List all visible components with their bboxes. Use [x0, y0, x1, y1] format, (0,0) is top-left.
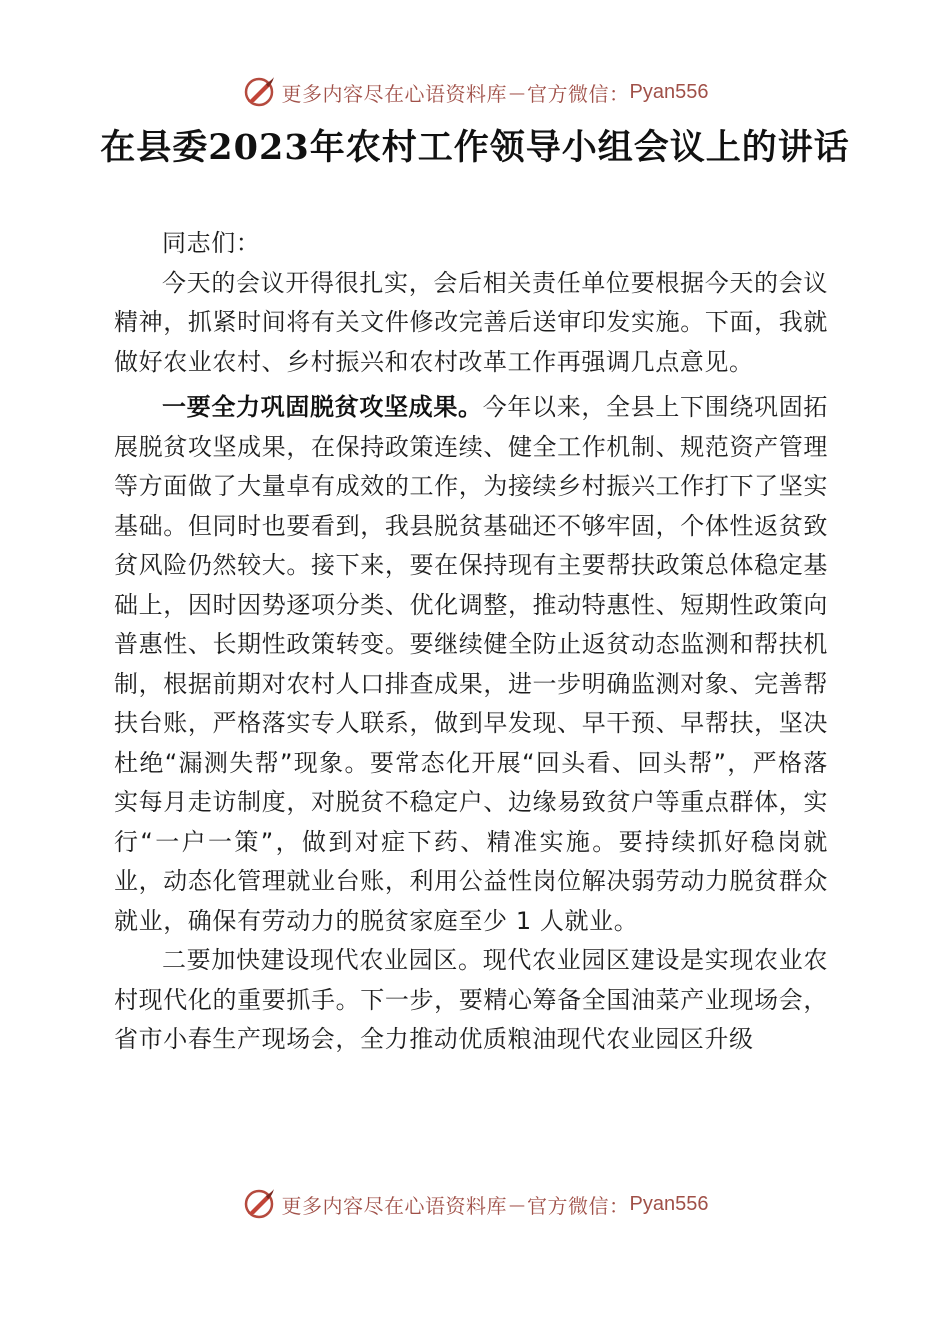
banner-wechat-label: 官方微信： [527, 81, 630, 106]
section-one-paragraph [114, 388, 828, 941]
quill-logo-icon [242, 75, 276, 109]
document-title: 在县委2023年农村工作领导小组会议上的讲话 [100, 127, 850, 168]
banner-wechat-id: Pyan556 [629, 80, 709, 103]
banner-wechat-id: Pyan556 [629, 1192, 709, 1215]
intro-paragraph: 今天的会议开得很扎实，会后相关责任单位要根据今天的会议精神，抓紧时间将有关文件修改完善后送审印发实施。下面，我就做好农业农村、乡村振兴和农村改革工作再强调几点意见。 [114, 268, 828, 376]
section-one-heading: 一要全力巩固脱贫攻坚成果。 [162, 393, 483, 421]
banner-separator: — [509, 1194, 526, 1214]
banner-text: 更多内容尽在心语资料库 [281, 1193, 508, 1218]
section-two-text: 现代农业园区建设是实现农业农村现代化的重要抓手。下一步，要精心筹备全国油菜产业现场会，省市小春生产现场会，全力推动优质粮油现代农业园区升级 [114, 946, 828, 1053]
greeting-paragraph: 同志们： [162, 229, 261, 257]
section-one-text: 今年以来，全县上下围绕巩固拓展脱贫攻坚成果，在保持政策连续、健全工作机制、规范资产管理等方面做了大量卓有成效的工作，为接续乡村振兴工作打下了坚实基础。但同时也要看到，我县脱贫基础还不够牢固，个体性返贫致贫风险仍然较大。接下来，要在保持现有主要帮扶政策总体稳定基础上，因时因势逐项分类、优化调整，推动特惠性、短期性政策向普惠性、长期性政策转变。要继续健全防止返贫动态监测和帮扶机制，根据前期对农村人口排查成果，进一步明确监测对象、完善帮扶台账，严格落实专人联系，做到早发现、早干预、早帮扶，坚决杜绝“漏测失帮”现象。要常态化开展“回头看、回头帮”，严格落实每月走访制度，对脱贫不稳定户、边缘易致贫户等重点群体，实行“一户一策”，做到对症下药、精准实施。要持续抓好稳岗就业，动态化管理就业台账，利用公益性岗位解决弱劳动力脱贫群众就业，确保有劳动力的脱贫家庭至少 1 人就业。 [114, 393, 828, 935]
document-body [114, 224, 828, 1060]
section-two-paragraph [114, 941, 828, 1060]
banner-wechat-label: 官方微信： [527, 1193, 630, 1218]
banner-text: 更多内容尽在心语资料库 [281, 81, 508, 106]
header-watermark-banner [0, 72, 950, 112]
quill-logo-icon [242, 1187, 276, 1221]
section-two-heading: 二要加快建设现代农业园区。 [162, 946, 483, 974]
banner-separator: — [509, 82, 526, 102]
footer-watermark-banner [0, 1184, 950, 1224]
